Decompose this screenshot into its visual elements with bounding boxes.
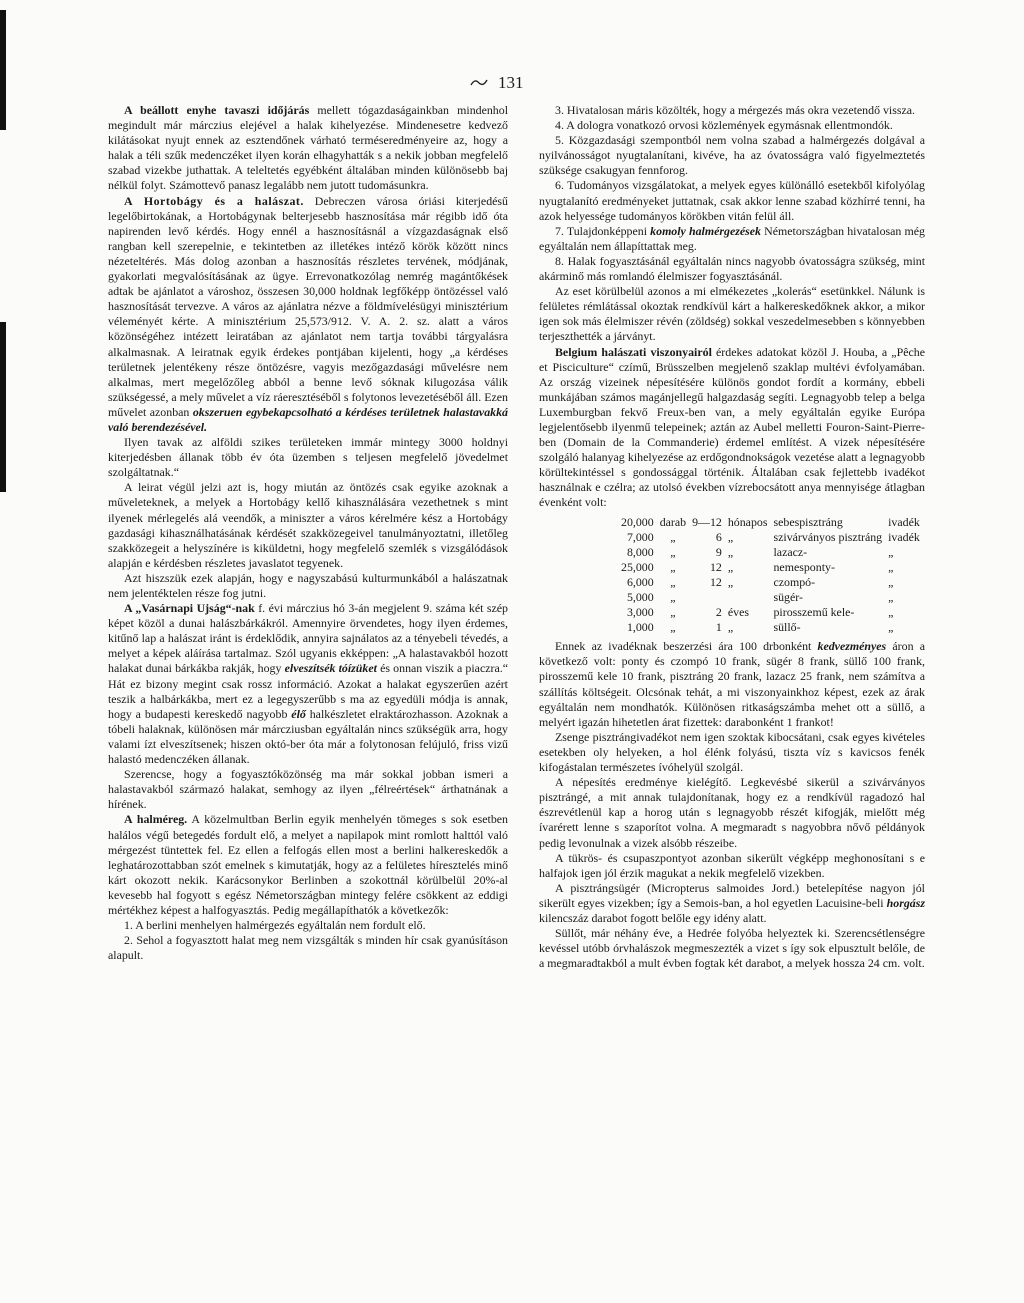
page-header — [470, 72, 544, 94]
paragraph: Szerencse, hogy a fogyasztóközönség ma már sokkal jobban ismeri a halastavakból származó halakat, semhogy az ilyen „félreértések“ árthatnának a hírének. — [108, 767, 508, 812]
table-row — [621, 605, 926, 620]
table-row — [621, 575, 926, 590]
text: 7. Tulajdonképpeni — [555, 223, 651, 238]
text: érdekes adatokat közöl J. Houba, a „Pêche et Pisciculture“ czímű, Brüsszelben megjelenő szaklap multévi évfolyamában. Az ország vizeinek népesítésére különös gondot fordít a kormány, ebbeli munkájában számos magánjellegű halgazdaság segíti. Legnagyobb telep a belga Luxemburgban fekvő Freux-ben van, a mely egyáltalán egyike Európa legjelentősebb ilyenmű telepeinek; aztán az Aubel melletti Fouron-Saint-Pierre-ben (Domain de la Commanderie) érdemel említést. A vizek népesítésére szolgáló halanyag kihelyezése az erdőgondnokságok vezetése alatt a legnagyobb körültekintéssel s gondossággal történik. Általában csak fejlettebb ivadékot használnak e czélra; az utolsó években vízrebocsátott anya mennyisége átlagban évenként volt: — [539, 344, 925, 510]
table-cell: 9 — [715, 544, 722, 559]
table-row — [621, 620, 926, 635]
stocking-table — [621, 515, 926, 636]
table-cell: „ — [888, 590, 894, 604]
table-cell: 9—12 — [692, 514, 722, 529]
headline: Belgium halászati viszonyairól — [555, 344, 712, 359]
paragraph: Süllőt, már néhány éve, a Hedrée folyóba helyeztek ki. Szerencsétlenségre kevéssel utóbb órvhalászok megmeszezték a vizet s így sok elpusztult belőle, de a megmaradtakból a mult évben fogtak két darabot, a melyek hossza 24 cm. volt. — [539, 926, 925, 971]
table-cell: ivadék — [888, 514, 920, 529]
paragraph — [108, 812, 508, 918]
list-item: 1. A berlini menhelyen halmérgezés egyáltalán nem fordult elő. — [124, 918, 426, 933]
emphasis: kedvezményes — [817, 639, 887, 654]
table-cell: 12 — [709, 559, 722, 574]
table-row — [621, 545, 926, 560]
headline: A halméreg. — [124, 812, 188, 827]
table-cell: „ — [888, 559, 894, 574]
paragraph: Ilyen tavak az alföldi szikes területeken immár mintegy 3000 holdnyi kiterjedésben állanak több év óta üzemben s teljesen megfelelő jövedelmet szolgáltatnak.“ — [108, 435, 508, 480]
table-cell — [692, 590, 728, 605]
headline: A Hortobágy és a halászat. — [124, 193, 304, 208]
table-cell: 6,000 — [626, 574, 654, 589]
paragraph — [108, 601, 508, 767]
table-cell: „ — [888, 605, 894, 620]
table-cell: „ — [727, 574, 734, 589]
paragraph: Zsenge pisztrángivadékot nem igen szoktak kibocsátani, csak egyes kivételes esetekben oly helyeken, a hol élénk folyású, tiszta víz s kavicsos fenék kifogástalan természetes ívóhelyül szolgál. — [539, 729, 925, 775]
text: f. évi márczius hó 3-án megjelent 9. száma két szép képet közöl a dunai halászbárkákról. Amennyire örvendetes, hogy ilyen érdemes, kitűnő lap a halászat iránt is érdeklődik, annyira sajnálatos az a tényebeli tévedés, a melyet a képek aláírása tartalmaz. Szól ugyanis ekképpen: „A halastavakból hozott halakat dunai bárkákba rakják, hogy — [108, 601, 508, 676]
table-cell: „ — [888, 544, 894, 559]
list-item: 6. Tudományos vizsgálatokat, a melyek egyes különálló esetekből kifolyólag nyugtalanító eredményeket juttatnak, csak akkor lenne szabad közhírré tenni, ha azok helyessége tudományos körökben vitán felül áll. — [539, 178, 925, 223]
table-cell: hónapos — [727, 514, 768, 529]
table-cell: czompó- — [773, 574, 816, 589]
table-cell: 20,000 — [621, 514, 654, 529]
text: Ennek az ivadéknak beszerzési ára 100 drbonként — [555, 639, 818, 654]
paragraph: A tükrös- és csupaszpontyot azonban sikerült végképp meghonosítani s e halfajok igen jól érzik magukat a nekik megfelelő vizekben. — [539, 850, 925, 880]
paragraph: Az eset körülbelül azonos a mi elmékezetes „kolerás“ esetünkkel. Nálunk is felületes rémlátással okoztak rendkívül kárt a halkereskedőknek akkor, a mikor igen sok más élelmiszer révén (zöldség) sokkal veszedelmesebben s könnyebben terjeszthették a járványt. — [539, 284, 925, 344]
text: kilencszáz darabot fogott belőle egy idény alatt. — [539, 910, 767, 925]
list-item: 4. A dologra vonatkozó orvosi közlemények egymásnak ellentmondók. — [555, 118, 893, 133]
table-cell: „ — [888, 574, 894, 589]
table-cell: 1 — [715, 620, 722, 635]
table-row — [621, 560, 926, 575]
paragraph: Azt hiszszük ezek alapján, hogy e nagyszabású kulturmunkából a halászatnak nem jelentéktelen része fog jutni. — [108, 570, 508, 600]
scan-edge-mark — [0, 10, 6, 130]
table-cell: 7,000 — [626, 529, 654, 544]
list-item: 3. Hivatalosan máris közölték, hogy a mérgezés más okra vezetendő vissza. — [555, 103, 916, 117]
right-column — [539, 103, 925, 971]
table-cell: „ — [670, 590, 676, 604]
table-cell: „ — [670, 529, 676, 544]
table-cell: „ — [727, 529, 734, 544]
table-cell: 5,000 — [626, 590, 654, 604]
text: Debreczen városa óriási kiterjedésű legelőbirtokának, a Hortobágynak belterjesebb hasznosítása már régibb idő óta napirenden levő kérdés. Hogy ennél a hasznosításnál a vízgazdaságnak első rangban kell szerepelnie, e tekintetben az illetékes intéző körök között nincs nézeteltérés. Más dolog azonban a hasznosítás részletes tervének, módjának, gyakorlati megvalósításának az ügye. Errevonatkozólag nemrég magántőkések adtak be ajánlatot a városhoz, összesen 30,000 holdnak legfőképp öntözéssel való hasznosítását tervezve. A város az ajánlatra nézve a földmívelésügyi minisztérium véleményét kérte. A minisztérium 25,573/912. V. A. 2. sz. alatt a város közönségéhez intézett leiratában az ajánlatot nem tartja további tárgyalásra alkalmasnak. A leiratnak egyik érdekes pontjában kijelenti, hogy „a kérdéses területnek jelentékeny része öntözésre, vagyis mezőgazdasági művelésre nem alkalmas, mert megelőzőleg abból a benne levő sóknak kilugozása válik szükségessé, a mely művelet a víz ráeresztéséből s folytonos levezetéséből áll. Ezen művelet azonban — [108, 193, 508, 419]
text: áron a következő volt: ponty és czompó 10 frank, sügér 8 frank, süllő 100 frank, pirosszemű kele 10 frank, pisztráng 20 frank, lazacz 25 frank, nem számítva a szállítás költségeit. Olcsónak tehát, a mi viszonyainkhoz képest, ezek az árak egyáltalán nem mondhatók. Különösen ritkaságszámba mehet ott a süllő, a melyért igazán hihetetlen árat fizettek: darabonként 1 frankot! — [539, 639, 925, 729]
paragraph — [108, 194, 508, 436]
table-cell: 3,000 — [626, 605, 654, 620]
text: Németországban hivatalosan még egyáltalán nem állapíttattak meg. — [539, 223, 925, 253]
paragraph — [539, 639, 925, 730]
table-row — [621, 590, 926, 605]
emphasis: elveszítsék tóízüket — [284, 661, 377, 676]
emphasis: horgász — [886, 895, 925, 910]
headline: A „Vasárnapi Ujság“-nak — [124, 601, 255, 616]
text: és onnan viszik a piaczra.“ Hát ez bizony megint csak rossz információ. Azokat a halakat egyszerűen azért teszik a halbárkákba, mert ez a legegyszerűbb s ma az egyedüli módja is annak, hogy a budapesti kereskedő nagyobb — [108, 661, 508, 721]
text: A pisztrángsügér (Micropterus salmoides Jord.) betelepítése nagyon jól sikerült egyes vizekben; így a Semois-ban, a hol egyetlen Lacuisine-beli — [539, 880, 925, 910]
table-cell: „ — [670, 620, 676, 635]
table-cell: 2 — [715, 605, 722, 620]
table-row — [621, 530, 926, 545]
ornament-icon — [470, 75, 488, 91]
paragraph: A leirat végül jelzi azt is, hogy miután az öntözés csak egyike azoknak a műveleteknek, a melyek a Hortobágy kellő kihasználására vezethetnek s mint ilyenek mérlegelés alá veendők, a miniszter a város kérelmére kész a Hortobágy gazdasági kihasználhatásának kérdését szakközegeivel tanulmányoztatni, illetőleg szakközegeit a helyszínére is kiküldetni, hogy megfelelő szemlék s vizsgálódások alapján e kérdésben részletes javaslatot tegyenek. — [108, 480, 508, 570]
table-cell: „ — [670, 574, 676, 589]
emphasis: okszeruen egybekapcsolható a kérdéses területnek halastavakká való berendezésével. — [108, 404, 508, 434]
emphasis: komoly halmérgezések — [650, 223, 761, 238]
paragraph — [539, 345, 925, 511]
table-cell: 8,000 — [626, 544, 654, 559]
headline: A beállott enyhe tavaszi időjárás — [124, 103, 310, 117]
table-cell: „ — [670, 544, 676, 559]
table-row — [621, 515, 926, 530]
text: A közelmultban Berlin egyik menhelyén tömeges s sok esetben halálos végű betegedés fordult elő, a melyet a napilapok mint romlott halttól való mérgezést tüntettek fel. Ez ellen a felfogás ellen most a berlini halkereskedők a leghatározottabban szót emelnek s kimutatják, hogy az a felületes híresztelés minő kárt okozott nekik. Karácsonykor Berlinben a szokottnál körülbelül 20%-al kevesebb hal fogyott s egész Németországban mintegy felére csökkent az eddigi mértékhez képest a halfogyasztás. Pedig megállapíthatók a következők: — [108, 812, 508, 917]
table-cell: sügér- — [773, 590, 803, 604]
table-cell: 1,000 — [626, 620, 654, 635]
paragraph — [539, 881, 925, 926]
table-cell: „ — [727, 559, 734, 574]
table-cell: süllő- — [773, 620, 801, 635]
table-cell: 12 — [709, 574, 722, 589]
table-cell: pirosszemű kele- — [773, 605, 855, 620]
table-cell: sebespisztráng — [773, 514, 843, 529]
table-cell: 25,000 — [621, 559, 654, 574]
table-cell: 6 — [715, 529, 722, 544]
table-cell: „ — [670, 559, 676, 574]
table-cell: „ — [727, 620, 734, 635]
table-cell: „ — [727, 544, 734, 559]
list-item: 5. Közgazdasági szempontból nem volna szabad a halmérgezés dolgával a nyilvánosságot nyugtalanítani, kivéve, ha az óvatosságra való figyelmeztetés szüksége csakugyan fennforog. — [539, 133, 925, 178]
table-cell: szivárványos pisztráng — [773, 529, 883, 544]
list-item: 8. Halak fogyasztásánál egyáltalán nincs nagyobb óvatosságra szükség, mint akárminő más romlandó élelmiszer fogyasztásánál. — [539, 253, 925, 284]
text: halkészletet elraktározhasson. Azoknak a tóbeli halaknak, különösen már márcziusban egyáltalán nincs szükségük arra, hogy valami ízt elveszítsenek; hiszen októ-ber óta már a folytonosan felújuló, friss vizű halastó medenczéken állanak. — [108, 706, 508, 767]
table-cell: ivadék — [888, 529, 920, 544]
table-cell: éves — [727, 605, 749, 620]
table-cell: darab — [659, 514, 687, 529]
table-cell: nemesponty- — [773, 559, 835, 574]
emphasis: élő — [291, 706, 306, 721]
page-number: 131 — [498, 73, 524, 92]
table-cell: „ — [670, 605, 676, 620]
text: mellett tógazdaságainkban mindenhol megindult már márczius elejével a halak kihelyezése. Mindenesetre kedvező kilátásokat nyujt ennek az esztendőnek várható terméseredményeire az, hogy a halak a téli szűk medenczéket ilyen korán elhagyhatták s a nekik jobban megfelelő szabad vizekbe juthattak. A teleltetés egyébként általában minden különösebb baj nélkül folyt. Számottevő panasz legalább nem jutott tudomásunkra. — [108, 103, 508, 193]
scan-edge-mark — [0, 322, 6, 492]
paragraph — [108, 103, 508, 194]
left-column — [108, 103, 508, 963]
table-cell: lazacz- — [773, 544, 808, 559]
paragraph: A népesítés eredménye kielégítő. Legkevésbé sikerül a szivárványos pisztrángé, a mit annak tulajdonítanak, hogy ez a rendkívül ragadozó hal észrevétlenül kap a horog után s legnagyobb részét kifogják, mielőtt még ívarérett lenne s szaporítot volna. A megmaradt s nagyobbra nővő példányok pedig levonulnak a vizek alsóbb részeibe. — [539, 775, 925, 850]
table-cell — [728, 590, 774, 605]
table-cell: „ — [888, 620, 894, 635]
list-item: 2. Sehol a fogyasztott halat meg nem vizsgálták s minden hír csak gyanúsításon alapult. — [108, 933, 508, 963]
list-item — [539, 224, 925, 254]
